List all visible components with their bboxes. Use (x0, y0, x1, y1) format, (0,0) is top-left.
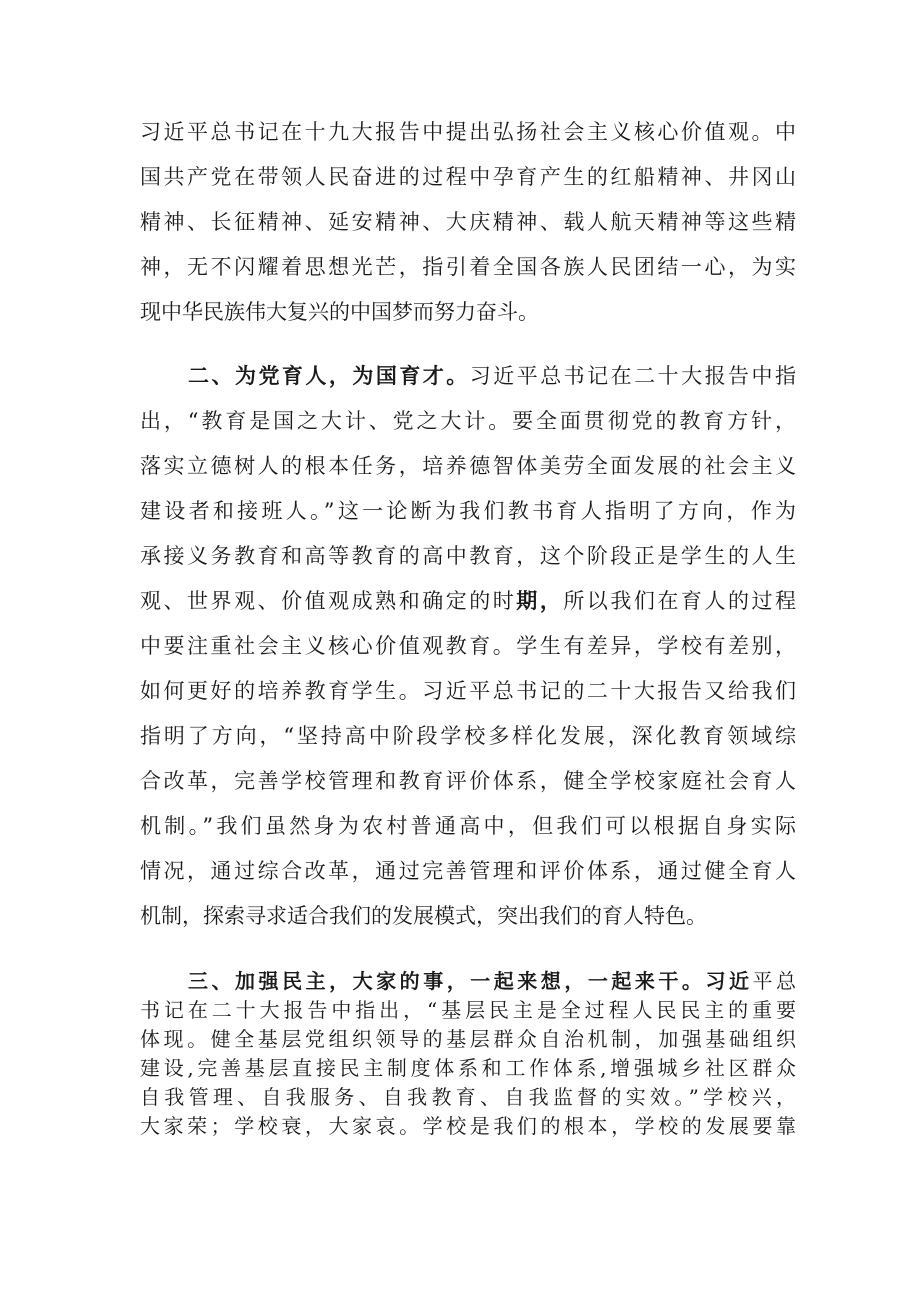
paragraph-2-line-11: 机制。”我们虽然身为农村普通高中，但我们可以根据自身实际 (140, 814, 796, 838)
paragraph-2-line-4: 建设者和接班人。”这一论断为我们教书育人指明了方向，作为 (140, 499, 796, 523)
paragraph-2-line-1-rest: 习近平总书记在二十大报告中指 (469, 364, 796, 388)
paragraph-3-line-3: 体现。健全基层党组织领导的基层群众自治机制，加强基础组织 (140, 1027, 796, 1051)
paragraph-2-line-6 (140, 586, 796, 616)
paragraph-3-line-6: 大家荣；学校衰，大家哀。学校是我们的根本，学校的发展要靠 (140, 1114, 796, 1138)
paragraph-3-line-1 (188, 967, 796, 995)
paragraph-2-line-2: 出，“教育是国之大计、党之大计。要全面贯彻党的教育方针， (140, 409, 796, 433)
paragraph-1-line-1: 习近平总书记在十九大报告中提出弘扬社会主义核心价值观。中 (140, 120, 796, 144)
paragraph-2-line-13: 机制，探索寻求适合我们的发展模式，突出我们的育人特色。 (140, 904, 707, 928)
paragraph-3-line-5: 自我管理、自我服务、自我教育、自我监督的实效。”学校兴， (140, 1085, 796, 1109)
paragraph-2-line-6-a: 观、世界观、价值观成熟和确定的时 (140, 589, 517, 613)
paragraph-1-line-5: 现中华民族伟大复兴的中国梦而努力奋斗。 (140, 300, 539, 324)
paragraph-2-line-3: 落实立德树人的根本任务，培养德智体美劳全面发展的社会主义 (140, 454, 796, 478)
paragraph-3-line-2: 书记在二十大报告中指出，“基层民主是全过程人民民主的重要 (140, 998, 796, 1022)
paragraph-2-line-9: 指明了方向，“坚持高中阶段学校多样化发展，深化教育领域综 (140, 724, 796, 748)
paragraph-2-line-5: 承接义务教育和高等教育的高中教育，这个阶段正是学生的人生 (140, 544, 796, 568)
section-2-heading: 二、为党育人，为国育才。 (188, 363, 470, 388)
paragraph-2-line-6-bold: 期， (516, 588, 564, 613)
paragraph-2-line-10: 合改革，完善学校管理和教育评价体系，健全学校家庭社会育人 (140, 769, 796, 793)
paragraph-2-line-6-b: 所以我们在育人的过程 (563, 589, 796, 613)
paragraph-2-line-7: 中要注重社会主义核心价值观教育。学生有差异，学校有差别， (140, 634, 796, 658)
paragraph-2-line-1 (188, 361, 796, 391)
paragraph-1-line-3: 精神、长征精神、延安精神、大庆精神、载人航天精神等这些精 (140, 210, 796, 234)
paragraph-2-line-12: 情况，通过综合改革，通过完善管理和评价体系，通过健全育人 (140, 859, 796, 883)
paragraph-1-line-4: 神，无不闪耀着思想光芒，指引着全国各族人民团结一心，为实 (140, 255, 796, 279)
paragraph-2-line-8: 如何更好的培养教育学生。习近平总书记的二十大报告又给我们 (140, 679, 796, 703)
paragraph-3-line-4: 建设,完善基层直接民主制度体系和工作体系,增强城乡社区群众 (140, 1056, 796, 1080)
section-3-heading: 三、加强民主，大家的事，一起来想，一起来干。习近 (188, 969, 753, 993)
paragraph-3-line-1-rest: 平总 (752, 969, 796, 993)
paragraph-1-line-2: 国共产党在带领人民奋进的过程中孕育产生的红船精神、井冈山 (140, 165, 796, 189)
